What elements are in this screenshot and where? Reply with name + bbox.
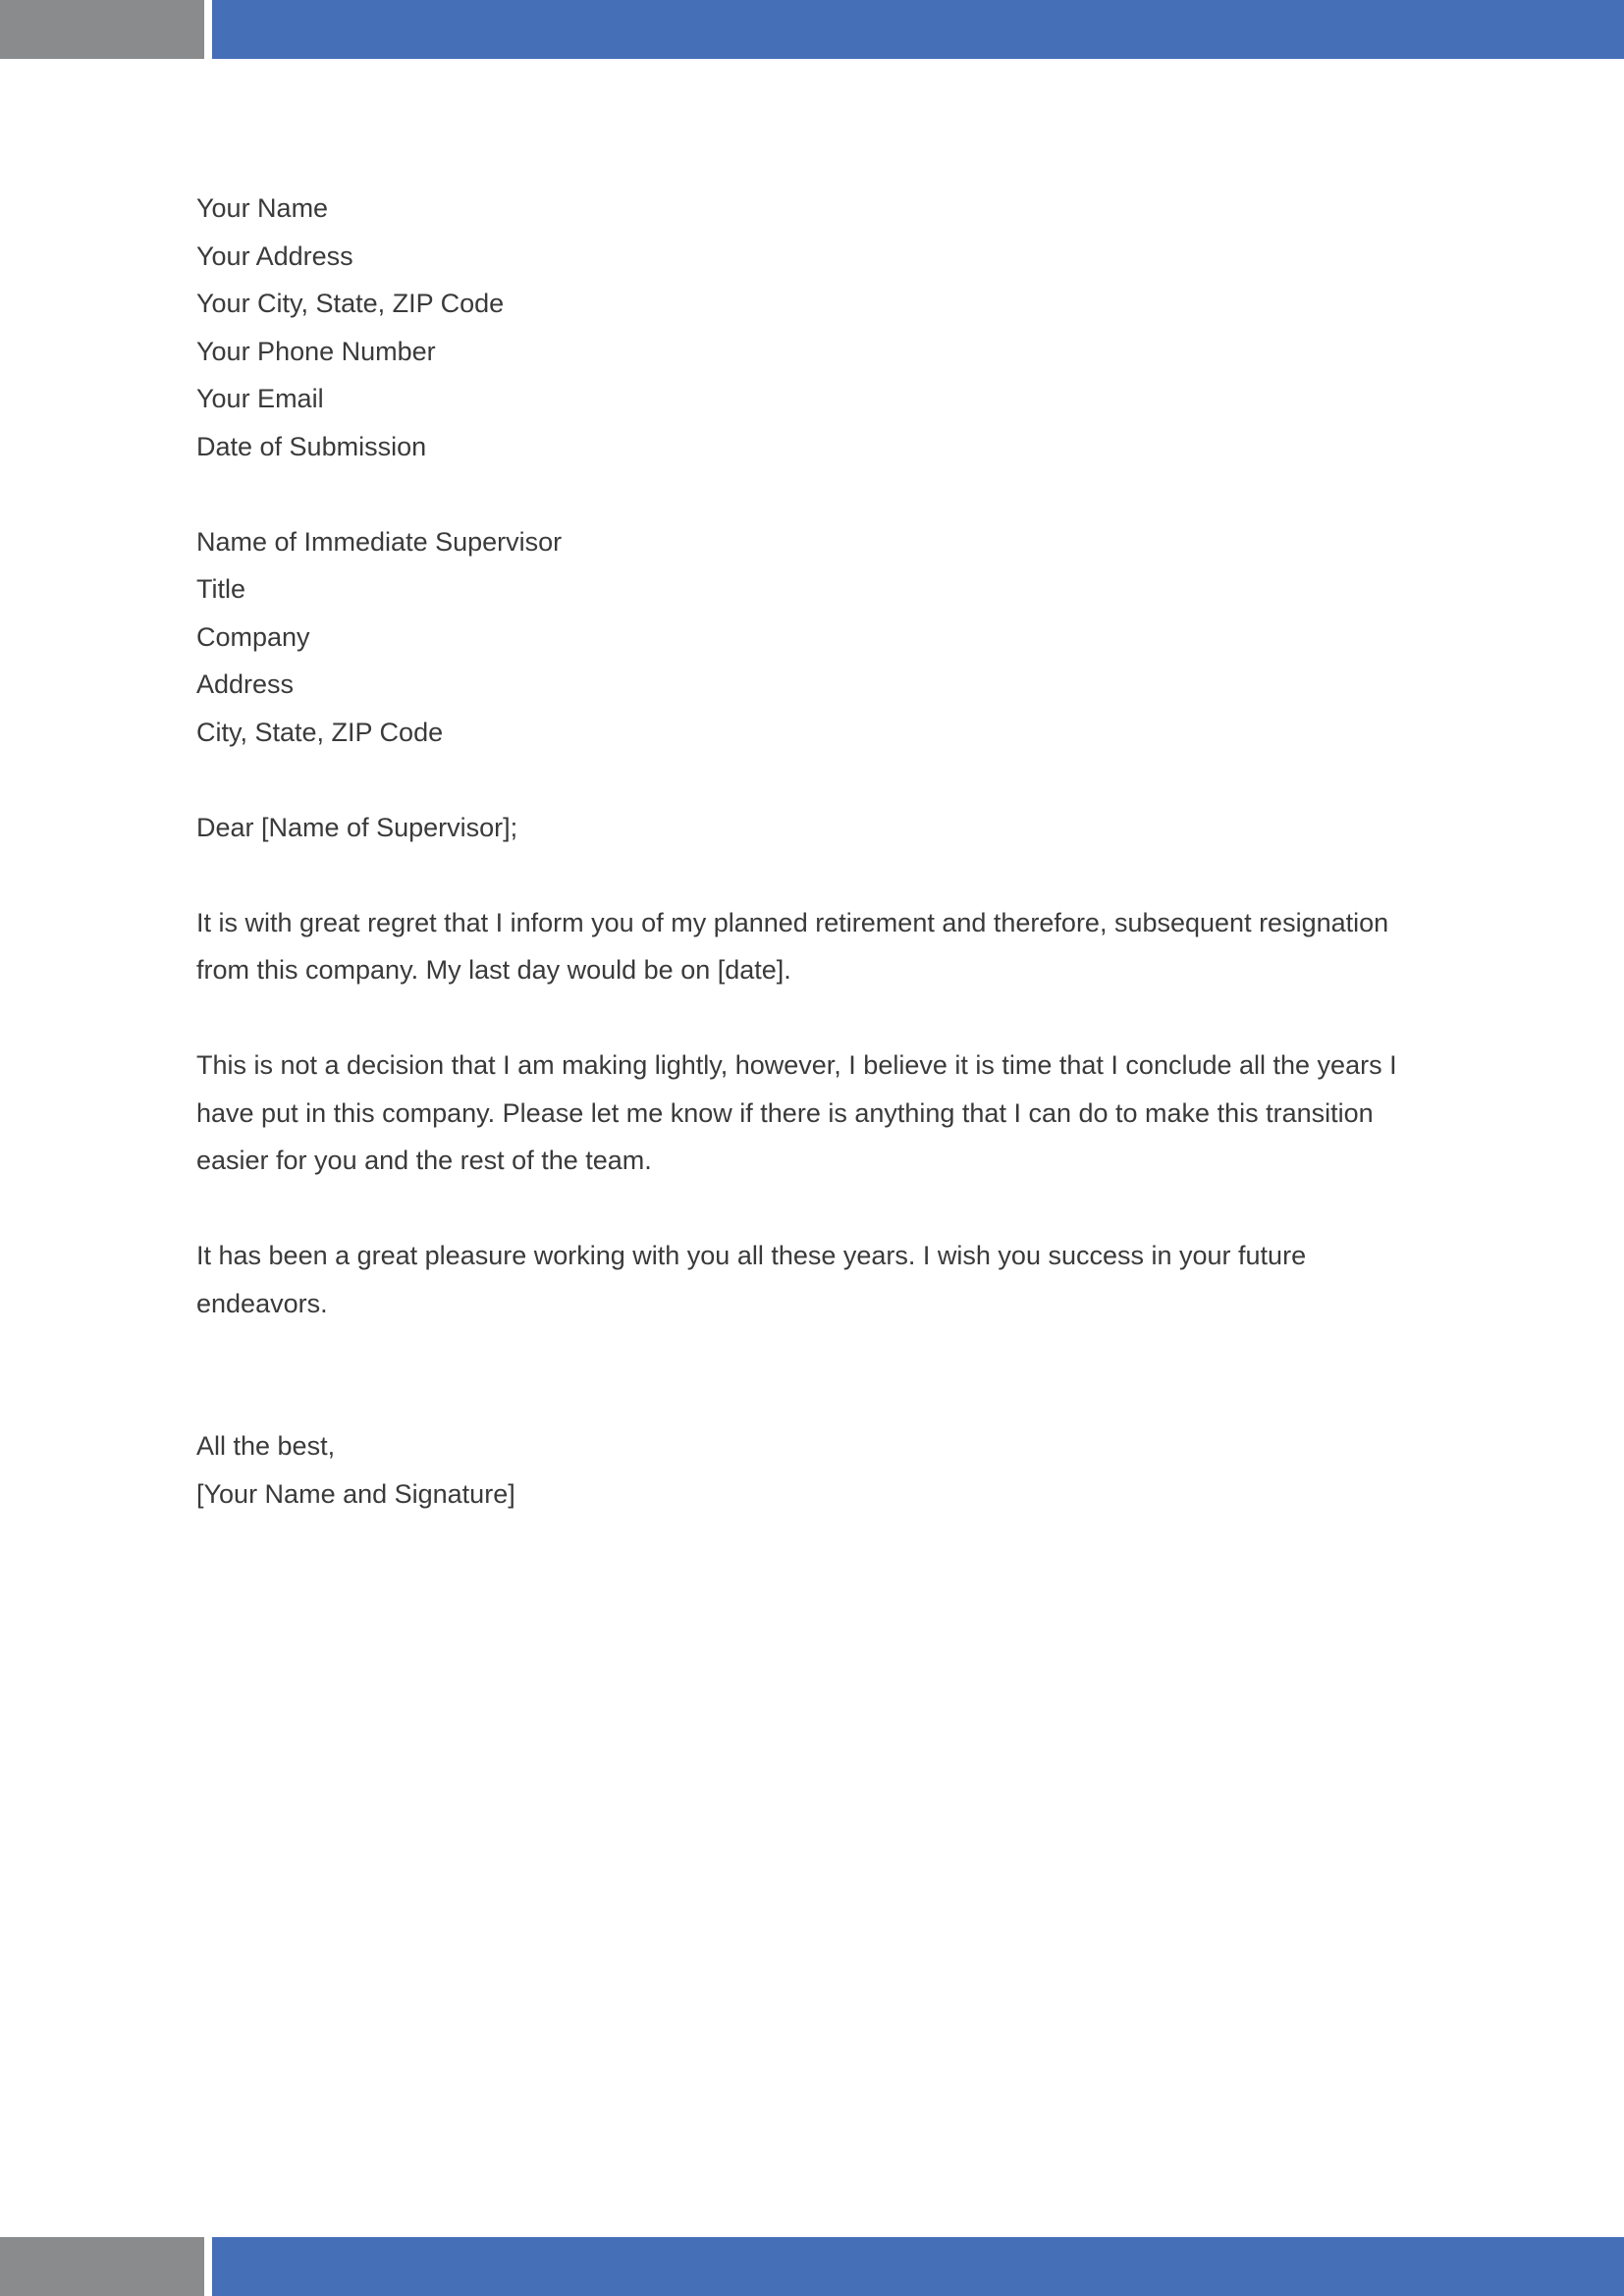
sender-block	[196, 185, 1414, 470]
body-paragraph-3: It has been a great pleasure working with you all these years. I wish you success in your future endeavors.	[196, 1241, 1307, 1318]
recipient-title: Title	[196, 574, 246, 604]
body-paragraph-2: This is not a decision that I am making lightly, however, I believe it is time that I conclude all the years I have put in this company. Please let me know if there is anything that I can do to make this transition easier for you and the rest of the team.	[196, 1050, 1397, 1175]
letter-body	[196, 185, 1414, 1518]
sender-name: Your Name	[196, 193, 329, 223]
recipient-company: Company	[196, 621, 310, 652]
sender-city-state-zip: Your City, State, ZIP Code	[196, 289, 505, 318]
signature-line: [Your Name and Signature]	[196, 1478, 515, 1509]
recipient-name: Name of Immediate Supervisor	[196, 526, 563, 557]
sender-address: Your Address	[196, 240, 353, 271]
header-band	[0, 0, 1624, 59]
closing-phrase: All the best,	[196, 1431, 336, 1461]
footer-band-blue-block	[212, 2237, 1624, 2296]
header-band-blue-block	[212, 0, 1624, 59]
header-band-gray-block	[0, 0, 204, 59]
salutation: Dear [Name of Supervisor];	[196, 812, 518, 842]
submission-date: Date of Submission	[196, 431, 427, 461]
footer-band	[0, 2237, 1624, 2296]
sender-email: Your Email	[196, 384, 324, 413]
recipient-address: Address	[196, 669, 295, 699]
closing-block	[196, 1422, 1414, 1518]
footer-band-gray-block	[0, 2237, 204, 2296]
recipient-block	[196, 518, 1414, 757]
recipient-city-state-zip: City, State, ZIP Code	[196, 717, 444, 747]
sender-phone: Your Phone Number	[196, 336, 436, 366]
body-paragraph-1: It is with great regret that I inform you of my planned retirement and therefore, subsequent resignation from this company. My last day would be on [date].	[196, 907, 1389, 985]
